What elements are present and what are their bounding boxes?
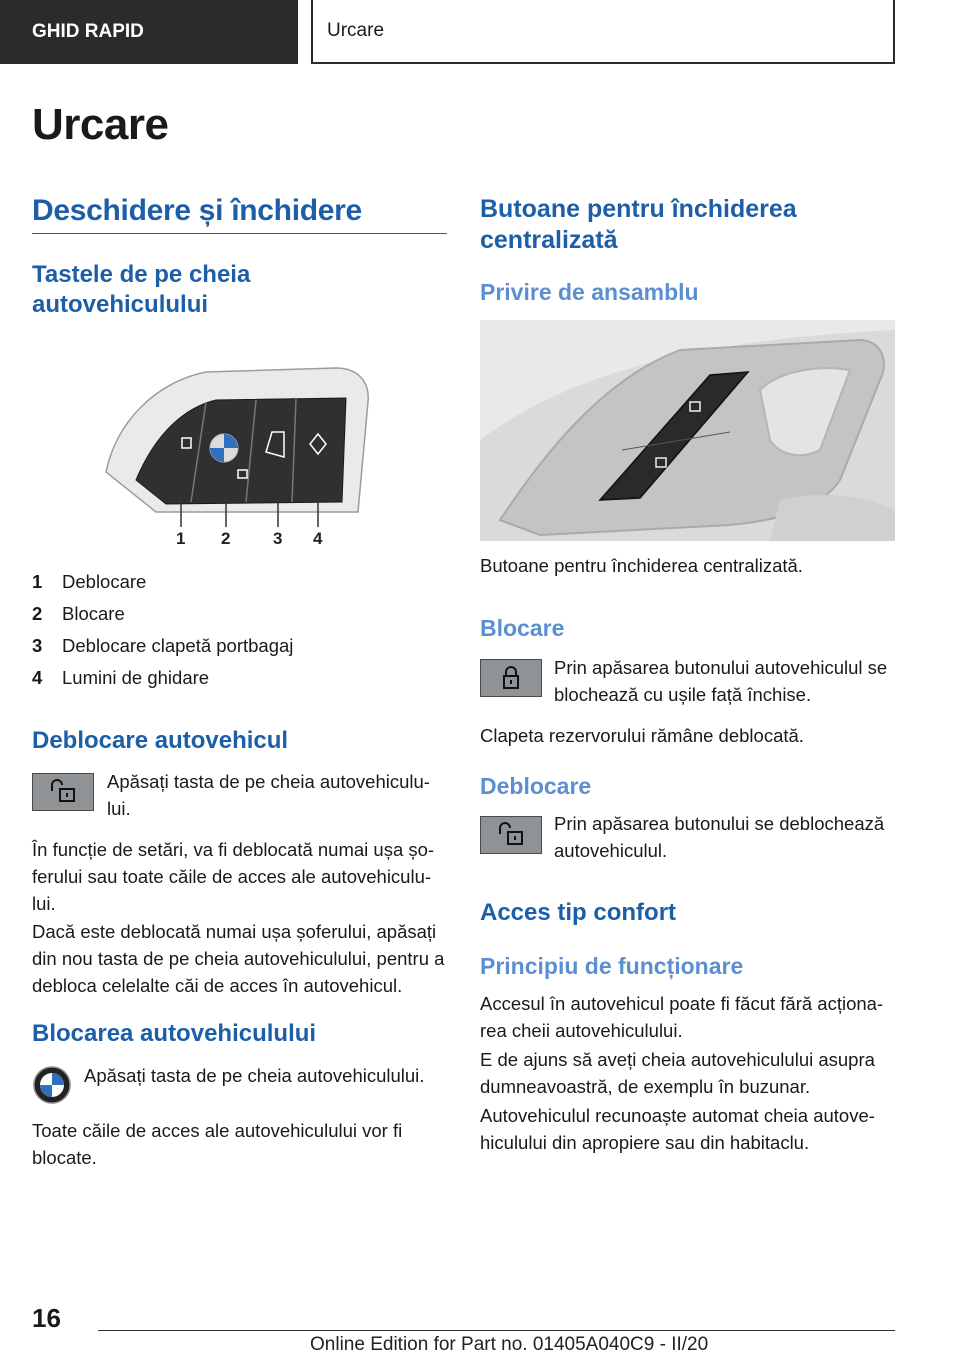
unlock-button-image xyxy=(32,773,94,811)
principle-paragraph-3: Autovehiculul recunoaște automat cheia autove-hiculului din apropiere sau din habitaclu. xyxy=(480,1105,875,1153)
subsection-title-lock: Blocarea autovehiculului xyxy=(32,1020,317,1047)
figure-label-2: 2 xyxy=(221,529,231,548)
subsection-title-comfort-access: Acces tip confort xyxy=(480,899,677,926)
unlock-button-image-right xyxy=(480,816,542,854)
footer-divider xyxy=(98,1330,895,1331)
figure-label-1: 1 xyxy=(176,529,186,548)
unlock-paragraph-1: În funcție de setări, va fi deblocată numai ușa șo-ferului sau toate căile de acces ale autovehiculu-lui. xyxy=(32,839,435,914)
section-divider xyxy=(32,233,447,234)
lock-paragraph-1: Toate căile de acces ale autovehiculului vor fi blocate. xyxy=(32,1120,403,1168)
subsection-title-principle: Principiu de funcționare xyxy=(480,953,744,979)
lock-icon-text: Apăsați tasta de pe cheia autovehiculului. xyxy=(84,1065,425,1086)
photo-caption: Butoane pentru închiderea centralizată. xyxy=(480,555,803,576)
figure-label-4: 4 xyxy=(313,529,323,548)
key-fob-illustration xyxy=(96,362,386,552)
section-title-open-close: Deschidere și închidere xyxy=(32,194,362,227)
key-legend xyxy=(32,566,432,694)
lock-right-icon-text: Prin apăsarea butonului autovehiculul se blochează cu ușile față închise. xyxy=(554,657,888,705)
legend-item: 4 Lumini de ghidare xyxy=(32,667,210,688)
lock-right-paragraph-1: Clapeta rezervorului rămâne deblocată. xyxy=(480,725,804,746)
subsection-title-lock-right: Blocare xyxy=(480,615,565,641)
footer-edition: Online Edition for Part no. 01405A040C9 - II/20 xyxy=(310,1334,709,1355)
principle-paragraph-1: Accesul în autovehicul poate fi făcut fără acționa-rea cheii autovehiculului. xyxy=(480,993,884,1041)
unlock-right-icon-text: Prin apăsarea butonului se deblochează autovehiculul. xyxy=(554,813,885,861)
principle-paragraph-2: E de ajuns să aveți cheia autovehiculului asupra dumneavoastră, de exemplu în buzunar. xyxy=(480,1049,875,1097)
page-number: 16 xyxy=(32,1303,61,1333)
unlock-paragraph-2: Dacă este deblocată numai ușa șoferului, apăsați din nou tasta de pe cheia autovehiculului, pentru a debloca celelalte căi de acces în autovehicul. xyxy=(32,921,445,996)
unlock-icon xyxy=(494,822,528,848)
subsection-title-unlock: Deblocare autovehicul xyxy=(32,727,289,754)
legend-item: 2 Blocare xyxy=(32,603,125,624)
legend-item: 1 Deblocare xyxy=(32,571,147,592)
lock-icon xyxy=(496,665,526,691)
subsection-title-overview: Privire de ansamblu xyxy=(480,279,699,305)
unlock-icon xyxy=(46,779,80,805)
legend-item: 3 Deblocare clapetă portbagaj xyxy=(32,635,294,656)
subsection-title-key-buttons: Tastele de pe cheia autovehiculului xyxy=(32,261,251,318)
subsection-title-unlock-right: Deblocare xyxy=(480,773,592,799)
figure-label-3: 3 xyxy=(273,529,283,548)
header-chapter-label: Urcare xyxy=(311,0,895,64)
door-panel-photo xyxy=(480,320,895,541)
header-section-label: GHID RAPID xyxy=(0,0,298,64)
section-title-central-locking: Butoane pentru închiderea centralizată xyxy=(480,195,797,255)
lock-button-image xyxy=(480,659,542,697)
page-title: Urcare xyxy=(32,100,169,149)
unlock-icon-text: Apăsați tasta de pe cheia autovehiculu-lui. xyxy=(107,771,430,819)
bmw-logo-icon xyxy=(32,1065,72,1105)
